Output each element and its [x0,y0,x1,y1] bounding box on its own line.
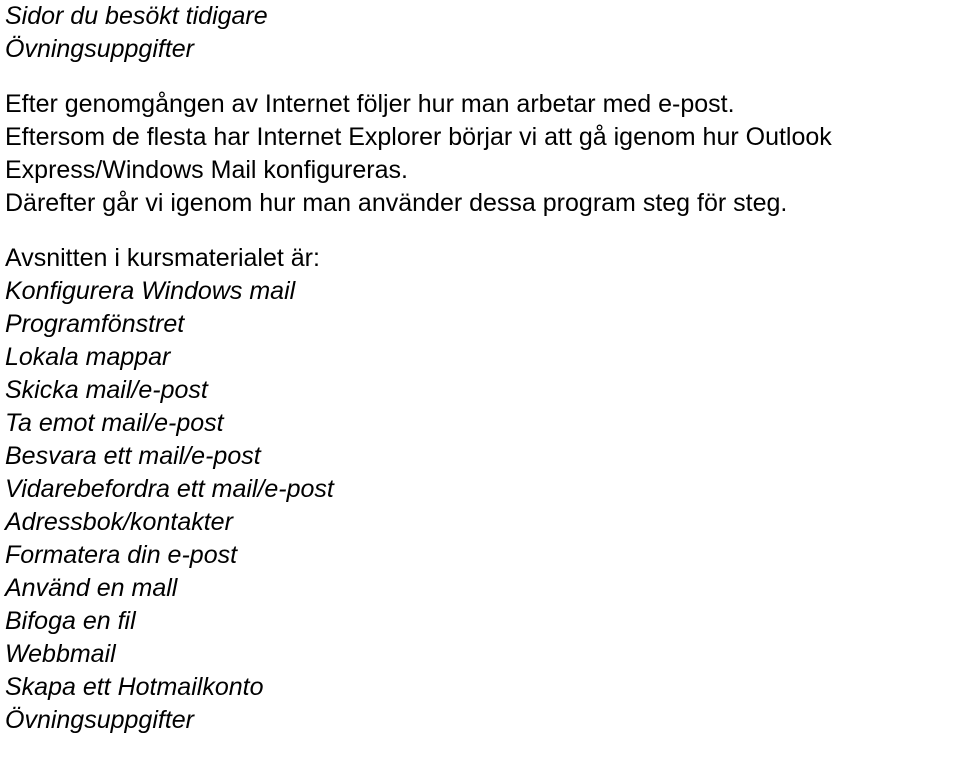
section-link-create-hotmail[interactable]: Skapa ett Hotmailkonto [5,673,264,701]
section-link-program-window[interactable]: Programfönstret [5,310,185,338]
link-previous-pages[interactable]: Sidor du besökt tidigare [5,2,268,30]
sections-heading: Avsnitten i kursmaterialet är: [5,244,320,272]
section-link-exercises[interactable]: Övningsuppgifter [5,706,195,734]
section-link-webmail[interactable]: Webbmail [5,640,116,668]
section-link-address-book[interactable]: Adressbok/kontakter [5,508,233,536]
section-link-use-template[interactable]: Använd en mall [5,574,178,602]
document-body [5,0,955,737]
spacer [5,220,955,242]
intro-line-2: Eftersom de flesta har Internet Explorer börjar vi att gå igenom hur Outlook [5,123,832,151]
section-link-attach-file[interactable]: Bifoga en fil [5,607,136,635]
section-link-format-email[interactable]: Formatera din e-post [5,541,238,569]
section-link-local-folders[interactable]: Lokala mappar [5,343,171,371]
section-link-send-mail[interactable]: Skicka mail/e-post [5,376,208,404]
intro-line-3: Express/Windows Mail konfigureras. [5,156,408,184]
link-exercises-top[interactable]: Övningsuppgifter [5,35,195,63]
spacer [5,66,955,88]
section-link-reply-mail[interactable]: Besvara ett mail/e-post [5,442,261,470]
section-link-receive-mail[interactable]: Ta emot mail/e-post [5,409,224,437]
section-link-configure-windows-mail[interactable]: Konfigurera Windows mail [5,277,296,305]
intro-line-1: Efter genomgången av Internet följer hur man arbetar med e-post. [5,90,735,118]
section-link-forward-mail[interactable]: Vidarebefordra ett mail/e-post [5,475,334,503]
intro-line-4: Därefter går vi igenom hur man använder dessa program steg för steg. [5,189,788,217]
